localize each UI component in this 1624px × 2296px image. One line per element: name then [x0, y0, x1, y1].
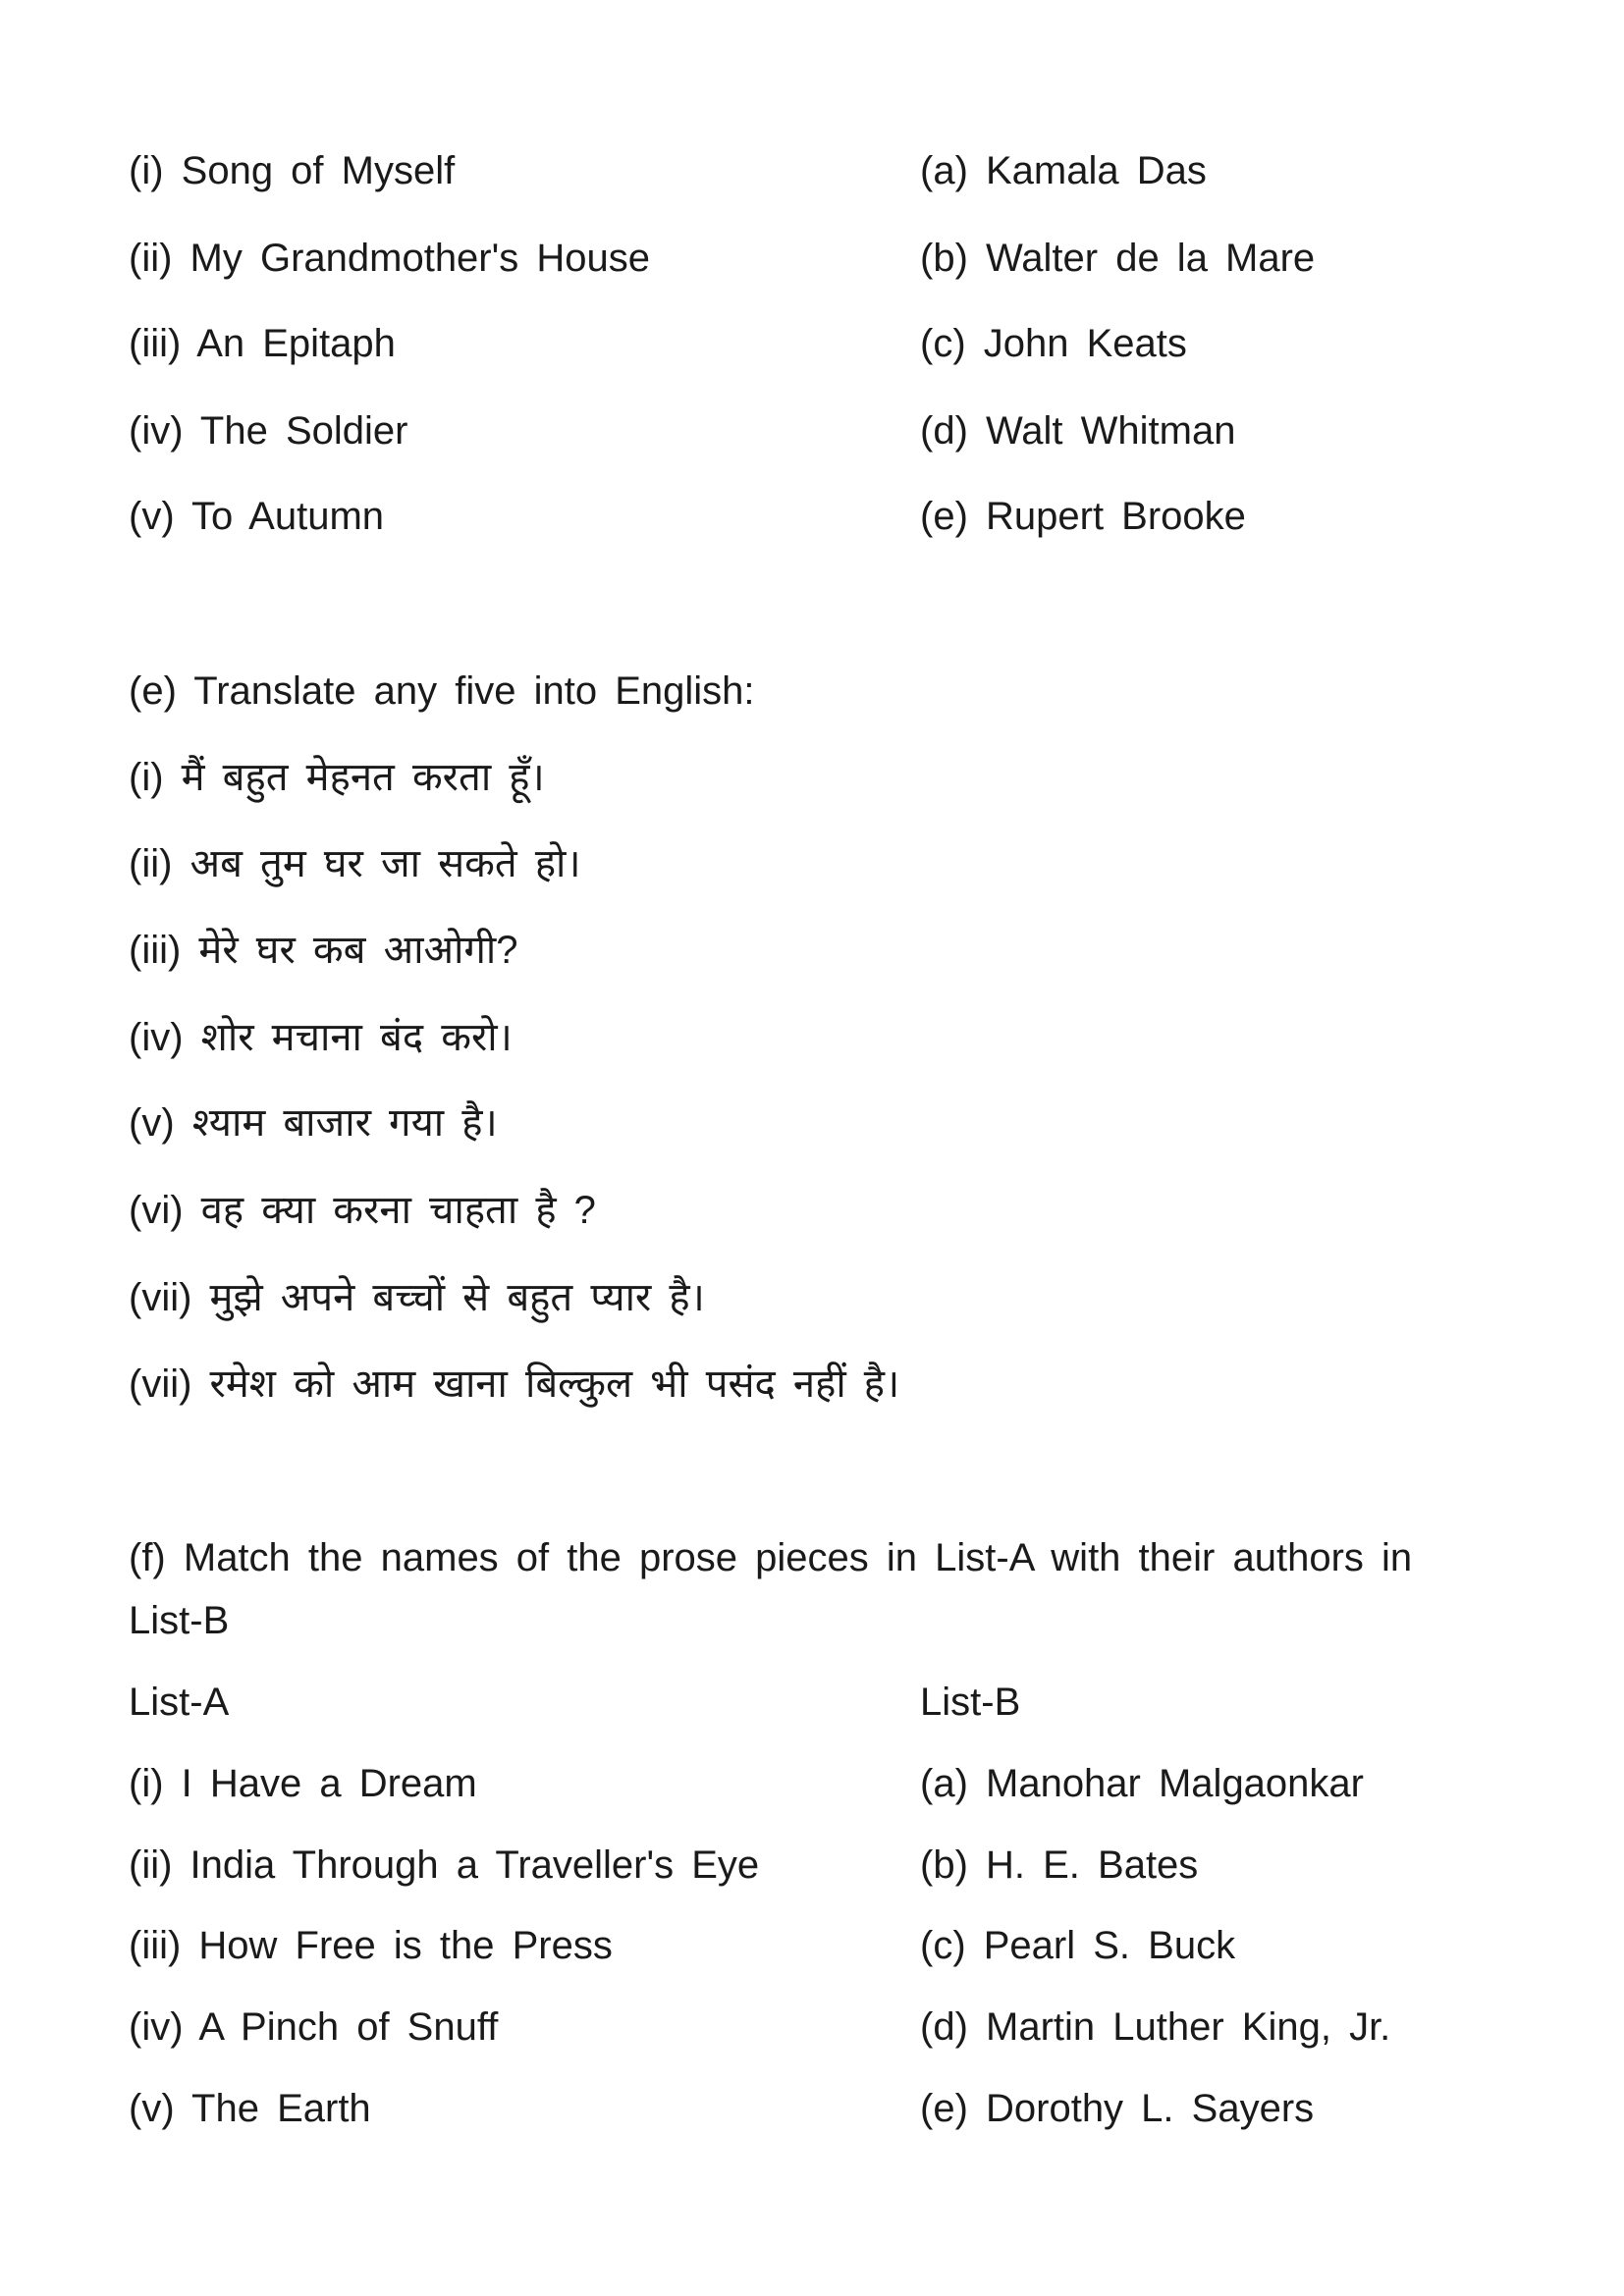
- author-item: (b) H. E. Bates: [920, 1843, 1199, 1887]
- poem-item: (v) To Autumn: [129, 495, 385, 538]
- hindi-sentence: (v) श्याम बाजार गया है।: [129, 1101, 498, 1145]
- hindi-sentence: (i) मैं बहुत मेहनत करता हूँ।: [129, 756, 545, 799]
- author-item: (e) Dorothy L. Sayers: [920, 2087, 1315, 2130]
- prose-heading-cont: List-B: [129, 1599, 230, 1642]
- author-item: (a) Manohar Malgaonkar: [920, 1762, 1364, 1805]
- prose-item: (iv) A Pinch of Snuff: [129, 2005, 499, 2049]
- prose-item: (v) The Earth: [129, 2087, 371, 2130]
- poem-item: (ii) My Grandmother's House: [129, 237, 650, 280]
- translation-heading: (e) Translate any five into English:: [129, 669, 755, 713]
- prose-item: (ii) India Through a Traveller's Eye: [129, 1843, 760, 1887]
- author-item: (c) Pearl S. Buck: [920, 1924, 1236, 1967]
- list-a-label: List-A: [129, 1681, 230, 1724]
- poem-item: (iii) An Epitaph: [129, 322, 396, 365]
- poet-item: (d) Walt Whitman: [920, 409, 1236, 453]
- poet-item: (c) John Keats: [920, 322, 1187, 365]
- list-b-label: List-B: [920, 1681, 1021, 1724]
- poet-item: (e) Rupert Brooke: [920, 495, 1246, 538]
- hindi-sentence: (ii) अब तुम घर जा सकते हो।: [129, 842, 581, 885]
- prose-item: (iii) How Free is the Press: [129, 1924, 613, 1967]
- hindi-sentence: (vii) रमेश को आम खाना बिल्कुल भी पसंद नहीं है।: [129, 1362, 900, 1406]
- poet-item: (a) Kamala Das: [920, 149, 1207, 192]
- prose-item: (i) I Have a Dream: [129, 1762, 477, 1805]
- hindi-sentence: (vi) वह क्या करना चाहता है ?: [129, 1189, 596, 1232]
- poet-item: (b) Walter de la Mare: [920, 237, 1316, 280]
- hindi-sentence: (iii) मेरे घर कब आओगी?: [129, 929, 518, 972]
- hindi-sentence: (iv) शोर मचाना बंद करो।: [129, 1016, 513, 1059]
- author-item: (d) Martin Luther King, Jr.: [920, 2005, 1391, 2049]
- prose-heading: (f) Match the names of the prose pieces in List-A with their authors in: [129, 1536, 1413, 1579]
- hindi-sentence: (vii) मुझे अपने बच्चों से बहुत प्यार है।: [129, 1276, 705, 1319]
- poem-item: (iv) The Soldier: [129, 409, 408, 453]
- poem-item: (i) Song of Myself: [129, 149, 456, 192]
